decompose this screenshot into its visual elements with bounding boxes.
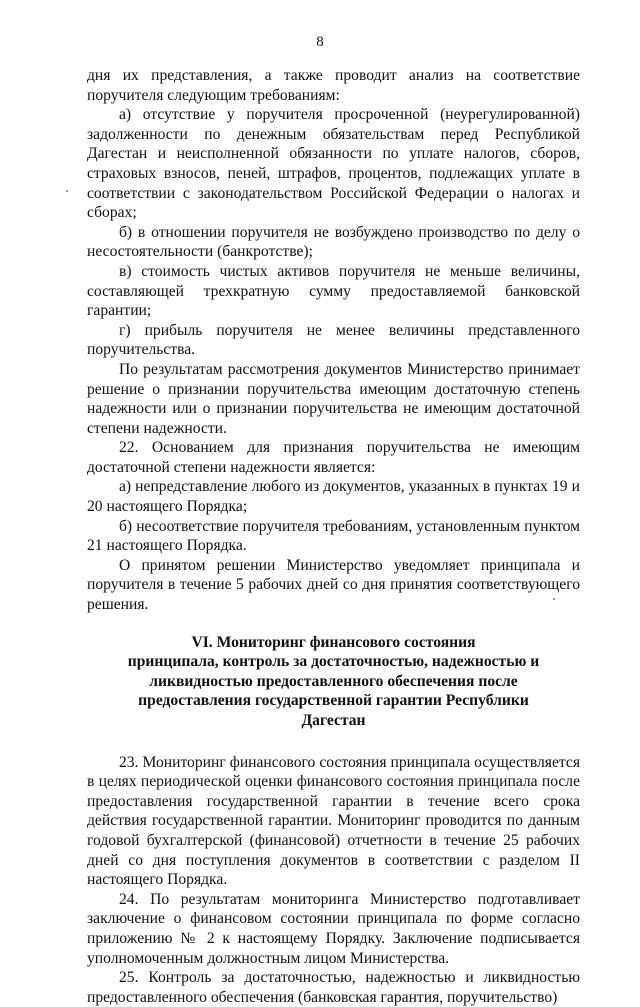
paragraph: О принятом решении Министерство уведомляет принципала и поручителя в течение 5 рабочих дней со дня принятия соответствующего решения. <box>87 556 580 614</box>
paragraph: дня их представления, а также проводит анализ на соответствие поручителя следующим требованиям: <box>87 67 580 104</box>
paragraph: 25. Контроль за достаточностью, надежностью и ликвидностью предоставленного обеспечения (банковская гарантия, поручительство) <box>87 969 580 1006</box>
scan-speck <box>66 190 68 192</box>
paragraph: По результатам рассмотрения документов Министерство принимает решение о признании поручительства имеющим достаточную степень надежности или о признании поручительства не имеющим достаточной степени надежности. <box>87 360 580 437</box>
section-heading-line: ликвидностью предоставленного обеспечения после <box>149 672 518 690</box>
scan-speck <box>553 598 555 600</box>
paragraph: а) отсутствие у поручителя просроченной (неурегулированной) задолженности по денежным обязательствам перед Республикой Дагестан и неисполненной обязанности по уплате налогов, сборов, страховых взносов, пеней, штрафов, процентов, подлежащих уплате в соответствии с законодательством Российской Федерации о налогах и сборах; <box>87 106 580 222</box>
document-body <box>87 66 580 1007</box>
paragraph: б) несоответствие поручителя требованиям, установленным пунктом 21 настоящего Порядка. <box>87 517 580 555</box>
paragraph: в) стоимость чистых активов поручителя не меньше величины, составляющей трехкратную сумму предоставляемой банковской гарантии; <box>87 262 580 320</box>
section-heading-line: принципала, контроль за достаточностью, надежностью и <box>127 653 540 671</box>
section-heading <box>87 633 580 731</box>
paragraph: 22. Основанием для признания поручительства не имеющим достаточной степени надежности является: <box>87 439 580 476</box>
paragraph: 23. Мониторинг финансового состояния принципала осуществляется в целях периодической оценки финансового состояния принципала после предоставления государственной гарантии в течение всего срока действия государственной гарантии. Мониторинг проводится по данным годовой бухгалтерской (финансовой) отчетности в течение 25 рабочих дней со дня поступления документов в соответствии с разделом II настоящего Порядка. <box>87 753 580 889</box>
section-heading-line: предоставления государственной гарантии Республики <box>138 692 529 710</box>
paragraph: а) непредставление любого из документов, указанных в пунктах 19 и 20 настоящего Порядка; <box>87 478 580 516</box>
page-number: 8 <box>316 34 324 50</box>
paragraph: б) в отношении поручителя не возбуждено производство по делу о несостоятельности (банкротстве); <box>87 223 580 261</box>
paragraph: г) прибыль поручителя не менее величины представленного поручительства. <box>87 321 580 359</box>
paragraphs-before-heading <box>87 66 580 615</box>
section-heading-line: Дагестан <box>301 712 366 729</box>
section-heading-line: VI. Мониторинг финансового состояния <box>191 633 476 651</box>
paragraph: 24. По результатам мониторинга Министерство подготавливает заключение о финансовом состоянии принципала по форме согласно приложению № 2 к настоящему Порядку. Заключение подписывается уполномоченным должностным лицом Министерства. <box>87 890 580 967</box>
paragraphs-after-heading <box>87 753 580 1007</box>
